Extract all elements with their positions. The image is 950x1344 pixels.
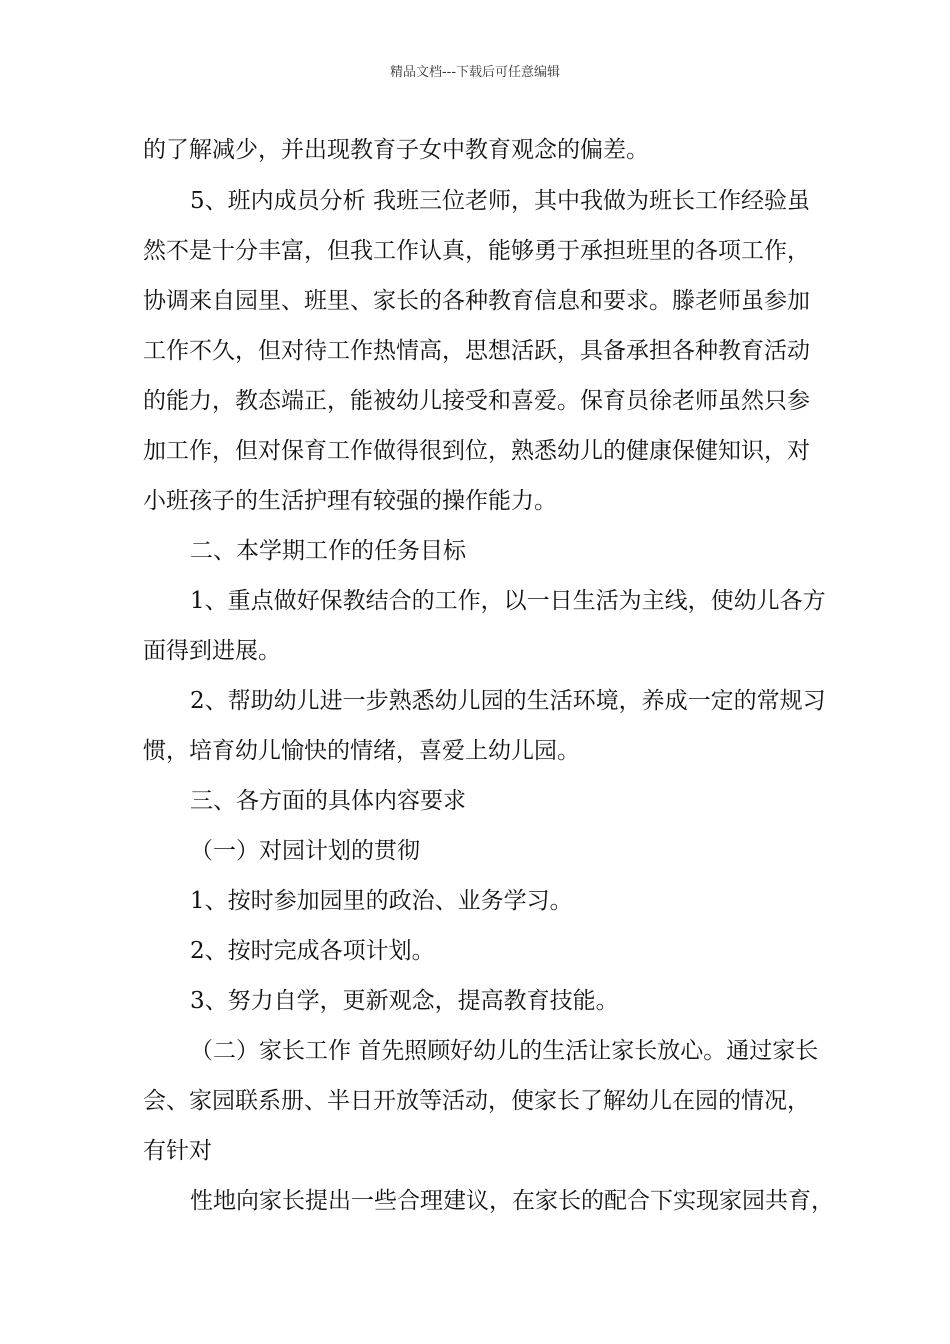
body-line: 然不是十分丰富，但我工作认真，能够勇于承担班里的各项工作， bbox=[143, 238, 810, 264]
body-line: 会、家园联系册、半日开放等活动，使家长了解幼儿在园的情况， bbox=[143, 1088, 810, 1114]
body-line: 的了解减少，并出现教育子女中教育观念的偏差。 bbox=[143, 137, 649, 163]
body-line: 2、按时完成各项计划。 bbox=[190, 938, 435, 964]
section-heading: 三、各方面的具体内容要求 bbox=[190, 788, 466, 814]
body-line: 协调来自园里、班里、家长的各种教育信息和要求。滕老师虽参加 bbox=[143, 288, 810, 314]
body-line: 加工作，但对保育工作做得很到位，熟悉幼儿的健康保健知识，对 bbox=[143, 438, 810, 464]
body-line: 1、重点做好保教结合的工作，以一日生活为主线，使幼儿各方 bbox=[190, 588, 826, 614]
subsection-heading: （一）对园计划的贯彻 bbox=[190, 838, 420, 864]
body-line: 2、帮助幼儿进一步熟悉幼儿园的生活环境，养成一定的常规习 bbox=[190, 688, 826, 714]
body-line: 性地向家长提出一些合理建议，在家长的配合下实现家园共育， bbox=[190, 1188, 834, 1214]
body-line: 小班孩子的生活护理有较强的操作能力。 bbox=[143, 488, 557, 514]
body-line: 3、努力自学，更新观念，提高教育技能。 bbox=[190, 988, 619, 1014]
body-line: 工作不久，但对待工作热情高，思想活跃，具备承担各种教育活动 bbox=[143, 338, 810, 364]
body-line: 惯，培育幼儿愉快的情绪，喜爱上幼儿园。 bbox=[143, 738, 580, 764]
page-header: 精品文档---下载后可任意编辑 bbox=[389, 65, 561, 80]
body-line: 1、按时参加园里的政治、业务学习。 bbox=[190, 888, 573, 914]
body-line: 5、班内成员分析 我班三位老师，其中我做为班长工作经验虽 bbox=[190, 188, 810, 214]
body-line: 面得到进展。 bbox=[143, 638, 281, 664]
subsection-heading: （二）家长工作 首先照顾好幼儿的生活让家长放心。通过家长 bbox=[190, 1038, 819, 1064]
section-heading: 二、本学期工作的任务目标 bbox=[190, 538, 466, 564]
body-line: 有针对 bbox=[143, 1138, 212, 1164]
body-line: 的能力，教态端正，能被幼儿接受和喜爱。保育员徐老师虽然只参 bbox=[143, 388, 810, 414]
